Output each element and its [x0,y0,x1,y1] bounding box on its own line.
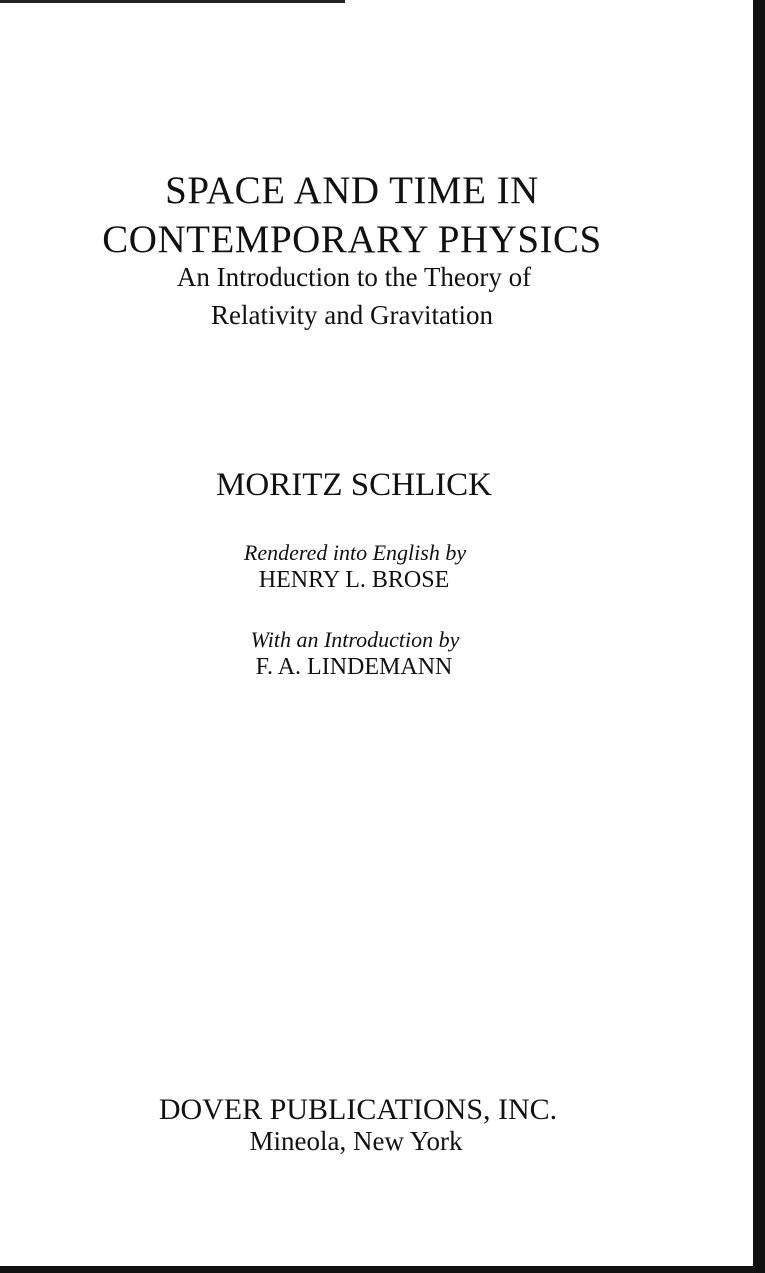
publisher-city: Mineola, New York [249,1126,463,1156]
translator-name: HENRY L. BROSE [258,567,450,593]
translator-label: Rendered into English by [243,540,467,565]
introduction-author-name: F. A. LINDEMANN [255,654,453,680]
introduction-label: With an Introduction by [250,627,460,652]
scan-edge-right [753,0,765,1273]
scan-edge-top [0,0,345,3]
book-title-line-2: CONTEMPORARY PHYSICS [102,218,602,261]
publisher-name: DOVER PUBLICATIONS, INC. [158,1093,558,1126]
author-name: MORITZ SCHLICK [216,467,492,503]
book-subtitle-line-2: Relativity and Gravitation [211,300,493,330]
book-title-line-1: SPACE AND TIME IN [165,169,539,212]
book-subtitle-line-1: An Introduction to the Theory of [176,262,532,292]
scan-edge-bottom [0,1266,765,1273]
